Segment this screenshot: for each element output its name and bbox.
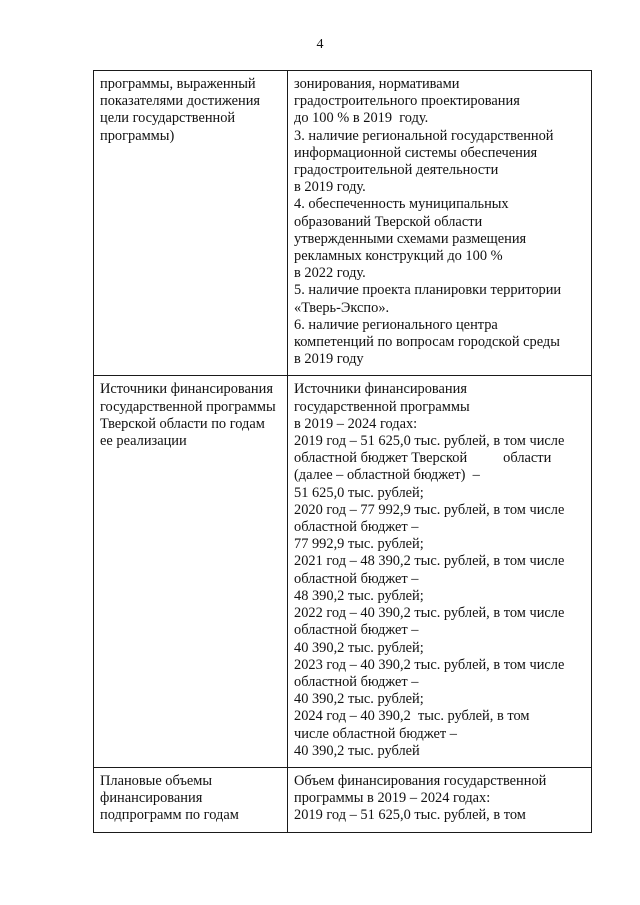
value-line: числе областной бюджет –	[294, 725, 457, 742]
table-row	[94, 71, 592, 376]
value-line: 48 390,2 тыс. рублей;	[294, 587, 424, 604]
label-line: подпрограмм по годам	[100, 807, 239, 824]
row-label-cell	[94, 767, 288, 832]
value-line: областной бюджет –	[294, 673, 419, 690]
value-line: 2020 год – 77 992,9 тыс. рублей, в том числе	[294, 501, 565, 518]
passport-table-body	[94, 71, 592, 833]
value-line: зонирования, нормативами	[294, 76, 460, 92]
value-line: областной бюджет –	[294, 570, 419, 587]
table-row	[94, 376, 592, 767]
row-value-cell	[288, 71, 592, 376]
label-line: государственной программы	[100, 398, 276, 415]
value-line: 2019 год – 51 625,0 тыс. рублей, в том	[294, 807, 526, 824]
row-value-cell	[288, 767, 592, 832]
label-line: Плановые объемы	[100, 772, 213, 789]
value-line: областной бюджет –	[294, 519, 419, 536]
value-line: государственной программы	[294, 398, 470, 415]
value-line: 40 390,2 тыс. рублей	[294, 742, 420, 759]
value-line: «Тверь-Экспо».	[294, 299, 390, 316]
value-line: градостроительного проектирования	[294, 93, 520, 110]
value-line: 77 992,9 тыс. рублей;	[294, 536, 424, 553]
value-line: в 2019 – 2024 годах:	[294, 415, 418, 432]
label-line: Тверской области по годам	[100, 415, 265, 432]
value-line: (далее – областной бюджет) –	[294, 467, 480, 484]
label-line: финансирования	[100, 790, 203, 807]
label-line: показателями достижения	[100, 93, 261, 110]
value-line: 2021 год – 48 390,2 тыс. рублей, в том числе	[294, 553, 565, 570]
value-line: информационной системы обеспечения	[294, 144, 538, 161]
label-line: Источники финансирования	[100, 381, 273, 398]
row-label-cell	[94, 376, 288, 767]
value-line: компетенций по вопросам городской среды	[294, 334, 560, 351]
value-line: градостроительной деятельности	[294, 162, 499, 179]
value-line: 6. наличие регионального центра	[294, 316, 498, 333]
value-line: 4. обеспеченность муниципальных	[294, 196, 509, 213]
value-line: 2024 год – 40 390,2 тыс. рублей, в том	[294, 708, 530, 725]
value-line: областной бюджет Тверской области	[294, 450, 552, 467]
value-line: программы в 2019 – 2024 годах:	[294, 790, 491, 807]
value-line: до 100 % в 2019 году.	[294, 110, 429, 127]
value-line: Источники финансирования	[294, 381, 467, 398]
value-line: областной бюджет –	[294, 622, 419, 639]
value-line: 40 390,2 тыс. рублей;	[294, 639, 424, 656]
page-number: 4	[316, 37, 324, 52]
label-line: программы)	[100, 127, 175, 144]
value-line: 40 390,2 тыс. рублей;	[294, 691, 424, 708]
value-line: 2023 год – 40 390,2 тыс. рублей, в том числе	[294, 656, 565, 673]
label-line: ее реализации	[100, 433, 187, 450]
label-line: цели государственной	[100, 110, 236, 127]
value-line: Объем финансирования государственной	[294, 772, 547, 789]
value-line: 2019 год – 51 625,0 тыс. рублей, в том числе	[294, 433, 565, 450]
row-value-cell	[288, 376, 592, 767]
table-row	[94, 767, 592, 832]
value-line: 2022 год – 40 390,2 тыс. рублей, в том числе	[294, 605, 565, 622]
value-line: в 2019 году.	[294, 179, 366, 196]
value-line: рекламных конструкций до 100 %	[294, 248, 503, 265]
value-line: 5. наличие проекта планировки территории	[294, 282, 562, 299]
value-line: 3. наличие региональной государственной	[294, 127, 554, 144]
value-line: 51 625,0 тыс. рублей;	[294, 484, 424, 501]
value-line: в 2019 году	[294, 351, 364, 368]
label-line: программы, выраженный	[100, 76, 256, 92]
passport-table	[93, 70, 592, 833]
row-label-cell	[94, 71, 288, 376]
value-line: утвержденными схемами размещения	[294, 230, 527, 247]
value-line: в 2022 году.	[294, 265, 366, 282]
value-line: образований Тверской области	[294, 213, 483, 230]
